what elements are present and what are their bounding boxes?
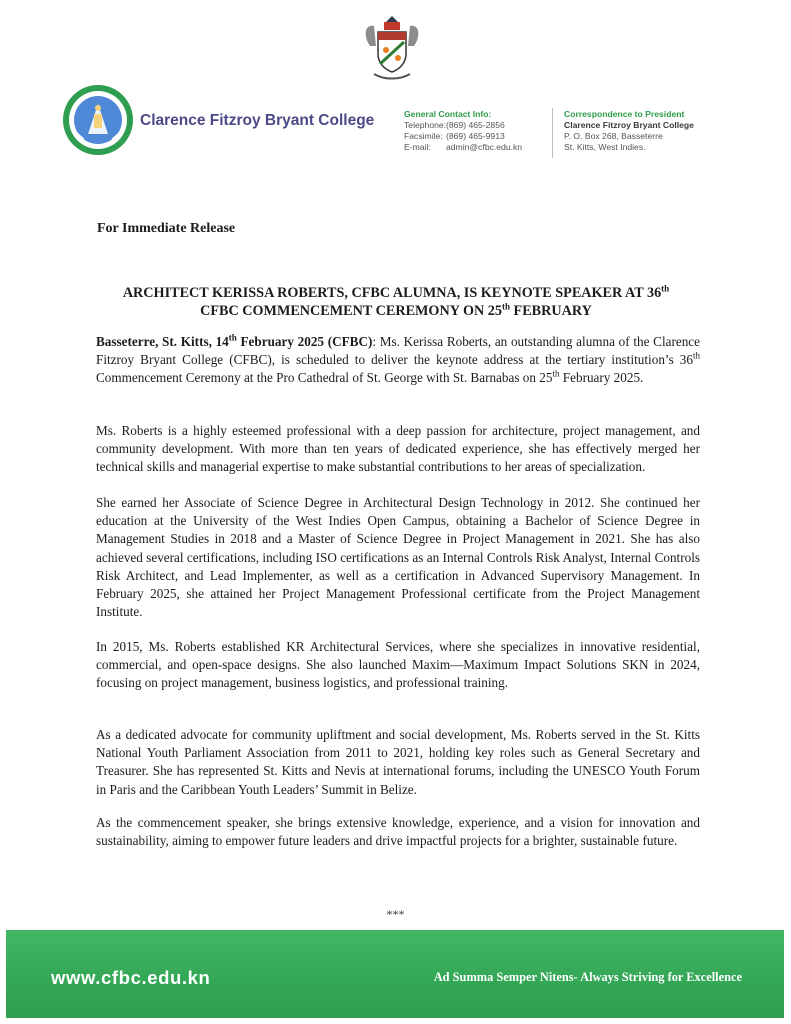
email-address[interactable]: admin@cfbc.edu.kn <box>446 142 523 152</box>
headline-line-1: ARCHITECT KERISSA ROBERTS, CFBC ALUMNA, IS KEYNOTE SPEAKER AT 36th <box>122 283 670 301</box>
general-contact-info <box>404 109 544 153</box>
email-label: E-mail: <box>404 142 431 152</box>
paragraph-community: As a dedicated advocate for community upliftment and social development, Ms. Roberts served in the St. Kitts National Youth Parliament Association from 2011 to 2021, holding key roles such as General Secretary and Treasurer. She has represented St. Kitts and Nevis at international forums, including the UNESCO Youth Forum in Paris and the Caribbean Youth Leaders’ Summit in Belize. <box>96 727 700 797</box>
facsimile-label: Facsimile: <box>404 131 443 141</box>
paragraph-education: She earned her Associate of Science Degree in Architectural Design Technology in 2012. She continued her education at the University of the West Indies Open Campus, obtaining a Bachelor of Science Degree in Management Studies in 2018 and a Master of Science Degree in Project Management in 2021. She has also achieved several certifications, including ISO certifications as an Internal Controls Risk Analyst, Internal Controls Risk Architect, and Lead Implementer, as well as a certification in Advanced Supervisory Management. In February 2025, she attained her Project Management Professional certificate from the Project Management Institute. <box>96 495 700 620</box>
contact-divider <box>552 108 553 158</box>
end-marker: *** <box>386 907 405 921</box>
paragraph-profile: Ms. Roberts is a highly esteemed professional with a deep passion for architecture, project management, and community development. With more than ten years of dedicated experience, she has effectively merged her technical skills and managerial expertise to make substantial contributions to her areas of specialization. <box>96 423 700 475</box>
website-link[interactable]: www.cfbc.edu.kn <box>51 967 211 988</box>
correspondence-line-2: P. O. Box 268, Basseterre <box>564 131 663 141</box>
correspondence-line-1: Clarence Fitzroy Bryant College <box>564 120 694 130</box>
telephone-number[interactable]: (869) 465-2856 <box>446 120 505 130</box>
paragraph-intro: Basseterre, St. Kitts, 14th February 2025 (CFBC): Ms. Kerissa Roberts, an outstanding alumna of the Clarence Fitzroy Bryant College (CFBC), is scheduled to deliver the keynote address at the tertiary institution’s 36th Commencement Ceremony at the Pro Cathedral of St. George with St. Barnabas on 25th February 2025. <box>96 332 701 386</box>
footer-motto: Ad Summa Semper Nitens- Always Striving for Excellence <box>433 970 742 984</box>
release-label: For Immediate Release <box>97 221 236 236</box>
dateline: Basseterre, St. Kitts, 14th February 2025 (CFBC) <box>96 332 373 349</box>
facsimile-number: (869) 465-9913 <box>446 131 505 141</box>
correspondence-heading: Correspondence to President <box>564 109 685 119</box>
paragraph-closing: As the commencement speaker, she brings extensive knowledge, experience, and a vision for innovation and sustainability, aiming to empower future leaders and drive impactful projects for a brighter, sustainable future. <box>96 815 700 849</box>
headline <box>80 284 712 320</box>
headline-line-2: CFBC COMMENCEMENT CEREMONY ON 25th FEBRUARY <box>200 301 592 319</box>
correspondence-line-3: St. Kitts, West Indies. <box>564 142 646 152</box>
telephone-label: Telephone: <box>404 120 447 130</box>
coat-of-arms-icon <box>360 16 424 82</box>
college-name: Clarence Fitzroy Bryant College <box>140 112 375 129</box>
correspondence-info <box>564 109 734 153</box>
college-seal-logo <box>62 84 134 156</box>
footer-banner <box>6 930 784 1018</box>
paragraph-business: In 2015, Ms. Roberts established KR Architectural Services, where she specializes in innovative residential, commercial, and open-space designs. She also launched Maxim—Maximum Impact Solutions SKN in 2024, focusing on project management, business logistics, and professional training. <box>96 639 700 691</box>
general-contact-heading: General Contact Info: <box>404 109 492 119</box>
